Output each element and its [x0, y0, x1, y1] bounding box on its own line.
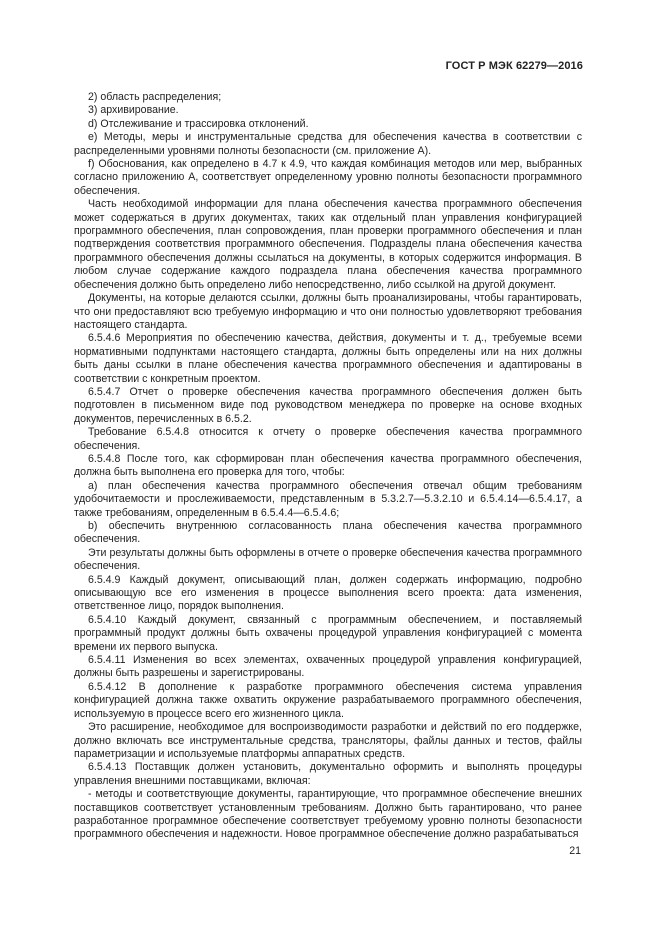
paragraph: d) Отслеживание и трассировка отклонений. — [88, 117, 309, 130]
page-number: 21 — [569, 845, 581, 857]
paragraph: - методы и соответствующие документы, гарантирующие, что программное обеспечение внешних поставщиков соответствует установленным требованиям. Должно быть гарантировано, что ранее разработанное программное обеспечение соответствует требуемому уровню полноты безопасности программного обеспечения и надежности. Новое программное обеспечение должно разрабатываться — [74, 788, 582, 841]
paragraph: 6.5.4.6 Мероприятия по обеспечению качества, действия, документы и т. д., требуемые всеми нормативными подпунктами настоящего стандарта, должны быть определены или на них должны быть даны ссылки в плане обеспечения качества программного обеспечения и адаптированы в соответствии с конкретным проектом. — [74, 332, 582, 385]
paragraph: 6.5.4.13 Поставщик должен установить, документально оформить и выполнять процедуры управления внешними поставщиками, включая: — [74, 761, 582, 787]
document-body — [74, 91, 582, 842]
paragraph: e) Методы, меры и инструментальные средства для обеспечения качества в соответствии с распределенными уровнями полноты безопасности (см. приложение А). — [74, 131, 582, 157]
paragraph: Часть необходимой информации для плана обеспечения качества программного обеспечения может содержаться в других документах, таких как отдельный план управления конфигурацией программного обеспечения, план сопровождения, план проверки программного обеспечения и план подтверждения соответствия программного обеспечения. Подразделы плана обеспечения качества программного обеспечения должны ссылаться на документы, в которых содержится информация. В любом случае содержание каждого подраздела плана обеспечения качества программного обеспечения должно быть определено либо непосредственно, либо ссылкой на другой документ. — [74, 198, 582, 291]
paragraph: 6.5.4.9 Каждый документ, описывающий план, должен содержать информацию, подробно описывающую все его изменения в процессе выполнения всего проекта: дата изменения, ответственное лицо, порядок выполнения. — [74, 573, 582, 613]
list-item: 3) архивирование. — [88, 104, 179, 117]
paragraph: f) Обоснования, как определено в 4.7 к 4.9, что каждая комбинация методов или мер, выбранных согласно приложению А, соответствует определенному уровню полноты безопасности программного обеспечения. — [74, 158, 582, 197]
standard-header: ГОСТ Р МЭК 62279—2016 — [445, 60, 583, 72]
paragraph: 6.5.4.8 После того, как сформирован план обеспечения качества программного обеспечения, должна быть выполнена его проверка для того, чтобы: — [74, 452, 582, 479]
paragraph: b) обеспечить внутреннюю согласованность плана обеспечения качества программного обеспечения. — [74, 520, 582, 546]
paragraph: Документы, на которые делаются ссылки, должны быть проанализированы, чтобы гарантировать, что они предоставляют всю требуемую информацию и что они полностью удовлетворяют требования настоящего стандарта. — [74, 292, 582, 331]
paragraph: a) план обеспечения качества программного обеспечения отвечал общим требованиям удобочитаемости и прослеживаемости, представленным в 5.3.2.7—5.3.2.10 и 6.5.4.14—6.5.4.17, а также требованиям, определенным в 6.5.4.4—6.5.4.6; — [74, 479, 582, 519]
paragraph: Это расширение, необходимое для воспроизводимости разработки и действий по его поддержке, должно включать все инструментальные средства, трансляторы, файлы данных и тестов, файлы параметризации и используемые платформы аппаратных средств. — [74, 721, 582, 760]
paragraph: Требование 6.5.4.8 относится к отчету о проверке обеспечения качества программного обеспечения. — [74, 426, 582, 452]
paragraph: 6.5.4.10 Каждый документ, связанный с программным обеспечением, и поставляемый программный продукт должны быть охвачены процедурой управления конфигурацией с момента времени их первого выпуска. — [74, 613, 582, 653]
paragraph: 6.5.4.11 Изменения во всех элементах, охваченных процедурой управления конфигурацией, должны быть разрешены и зарегистрированы. — [74, 654, 582, 680]
paragraph: Эти результаты должны быть оформлены в отчете о проверке обеспечения качества программного обеспечения. — [74, 546, 582, 573]
list-item: 2) область распределения; — [88, 91, 222, 103]
paragraph: 6.5.4.12 В дополнение к разработке программного обеспечения система управления конфигурацией должна также охватить окружение разрабатываемого программного обеспечения, используемую в процессе всего его жизненного цикла. — [74, 680, 582, 720]
paragraph: 6.5.4.7 Отчет о проверке обеспечения качества программного обеспечения должен быть подготовлен в письменном виде под руководством менеджера по проверке на основе входных документов, перечисленных в 6.5.2. — [74, 385, 582, 425]
